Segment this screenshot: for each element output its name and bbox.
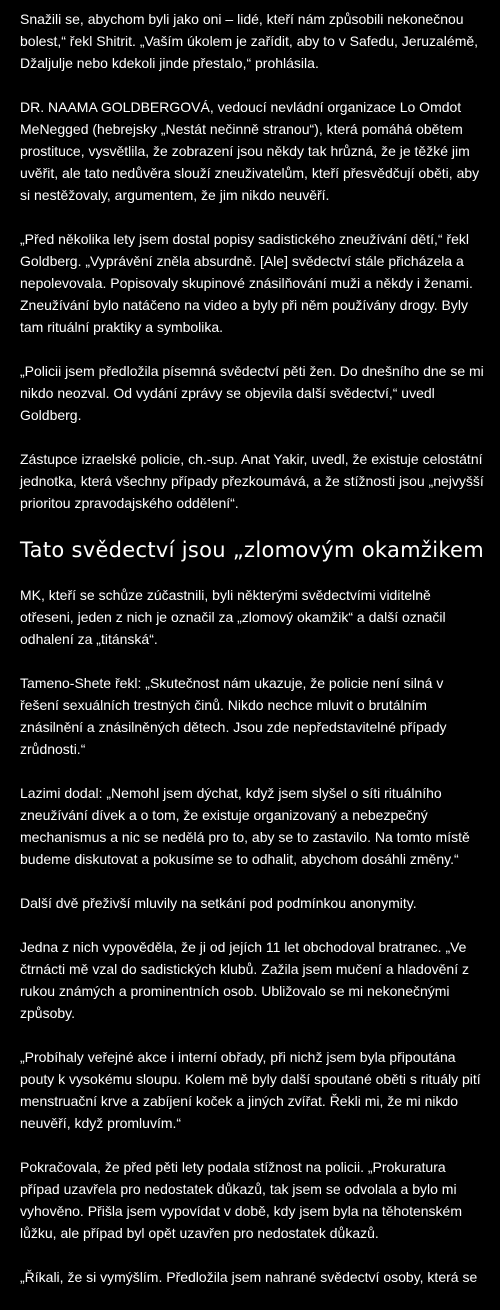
paragraph: Další dvě přeživší mluvily na setkání pod podmínkou anonymity.	[20, 895, 417, 911]
paragraph: „Říkali, že si vymýšlím. Předložila jsem nahrané svědectví osoby, která se	[20, 1269, 478, 1285]
article-body	[20, 8, 486, 1310]
paragraph: „Policii jsem předložila písemná svědectví pěti žen. Do dnešního dne se mi nikdo neozval. Od vydání zprávy se objevila další svědectví,“ uvedl Goldberg.	[20, 363, 484, 423]
paragraph: Lazimi dodal: „Nemohl jsem dýchat, když jsem slyšel o síti rituálního zneužívání dívek a o tom, že existuje organizovaný a nebezpečný mechanismus a nic se nedělá pro to, aby se to zastavilo. Na tomto místě budeme diskutovat a pokusíme se to odhalit, abychom dosáhli změny.“	[20, 785, 470, 867]
paragraph: „Před několika lety jsem dostal popisy sadistického zneužívání dětí,“ řekl Goldberg. „Vyprávění zněla absurdně. [Ale] svědectví stále přicházela a nepolevovala. Popisovaly skupinové znásilňování muži a někdy i ženami. Zneužívání bylo natáčeno na video a byly při něm používány drogy. Byly tam rituální praktiky a symbolika.	[20, 231, 473, 335]
section-heading: Tato svědectví jsou „zlomovým okamžikem	[20, 538, 485, 562]
paragraph: Jedna z nich vypověděla, že ji od jejích 11 let obchodoval bratranec. „Ve čtrnácti mě vzal do sadistických klubů. Zažila jsem mučení a hladovění z rukou známých a prominentních osob. Ubližovalo se mi nekonečnými způsoby.	[20, 939, 469, 1021]
paragraph: MK, kteří se schůze zúčastnili, byli některými svědectvími viditelně otřeseni, jeden z nich je označil za „zlomový okamžik“ a další označil odhalení za „titánská“.	[20, 587, 446, 647]
paragraph: Snažili se, abychom byli jako oni – lidé, kteří nám způsobili nekonečnou bolest,“ řekl Shitrit. „Vaším úkolem je zařídit, aby to v Safedu, Jeruzalémě, Džaljulje nebo kdekoli jinde přestalo,“ prohlásila.	[20, 11, 479, 71]
paragraph: DR. NAAMA GOLDBERGOVÁ, vedoucí nevládní organizace Lo Omdot MeNegged (hebrejsky „Nestát nečinně stranou“), která pomáhá obětem prostituce, vysvětlila, že zobrazení jsou někdy tak hrůzná, že je těžké jim uvěřit, ale tato nedůvěra slouží zneuživatelům, kteří přesvědčují oběti, aby si nestěžovaly, argumentem, že jim nikdo neuvěří.	[20, 99, 480, 203]
paragraph: Zástupce izraelské policie, ch.-sup. Anat Yakir, uvedl, že existuje celostátní jednotka, která všechny případy přezkoumává, a že stížnosti jsou „nejvyšší prioritou zpravodajského oddělení“.	[20, 451, 484, 511]
paragraph: „Probíhaly veřejné akce i interní obřady, při nichž jsem byla připoutána pouty k vysokému sloupu. Kolem mě byly další spoutané oběti s rituály pití menstruační krve a zabíjení koček a jiných zvířat. Řekli mi, že mi nikdo neuvěří, když promluvím.“	[20, 1049, 481, 1131]
paragraph: Pokračovala, že před pěti lety podala stížnost na policii. „Prokuratura případ uzavřela pro nedostatek důkazů, tak jsem se odvolala a bylo mi vyhověno. Přišla jsem vypovídat v době, kdy jsem byla na těhotenském lůžku, ale případ byl opět uzavřen pro nedostatek důkazů.	[20, 1159, 462, 1241]
paragraph: Tameno-Shete řekl: „Skutečnost nám ukazuje, že policie není silná v řešení sexuálních trestných činů. Nikdo nechce mluvit o brutálním znásilnění a znásilněných dětech. Jsou zde nepředstavitelné případy zrůdnosti.“	[20, 675, 447, 757]
